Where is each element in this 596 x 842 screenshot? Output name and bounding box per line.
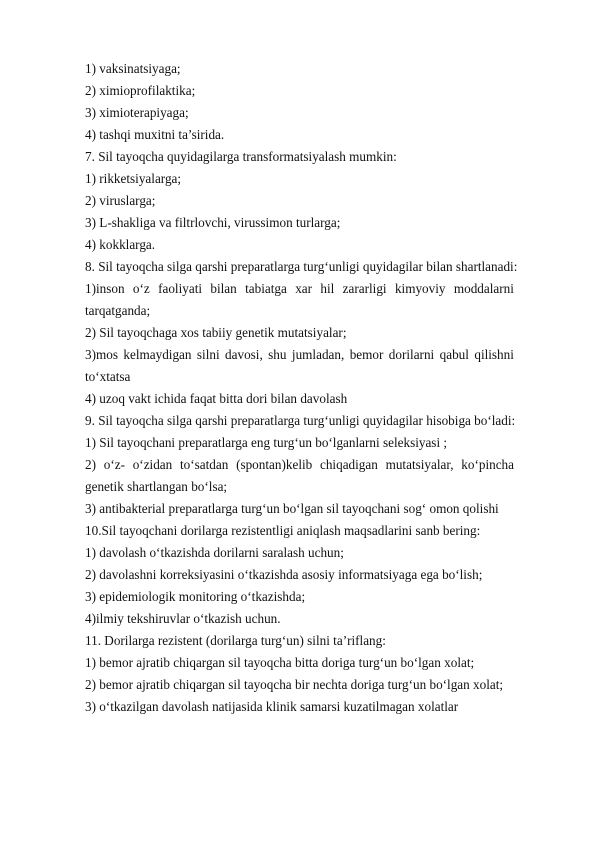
word: 3)mos <box>85 347 118 362</box>
text-line: 1) bemor ajratib chiqargan sil tayoqcha bitta doriga turg‘un bo‘lgan xolat; <box>85 655 475 670</box>
text-line: 3) epidemiologik monitoring o‘tkazishda; <box>85 589 306 604</box>
word: bemor <box>349 347 384 362</box>
word: shu <box>268 347 287 362</box>
text-line: to‘xtatsa <box>85 369 131 384</box>
word: dorilarni <box>388 347 435 362</box>
text-line: 3) ximioterapiyaga; <box>85 105 189 120</box>
text-line: 1) Sil tayoqchani preparatlarga eng turg‘un bo‘lganlarni seleksiyasi ; <box>85 435 448 450</box>
word: qilishni <box>474 347 514 362</box>
text-line: 2) bemor ajratib chiqargan sil tayoqcha bir nechta doriga turg‘un bo‘lgan xolat; <box>85 677 504 692</box>
word: kimyoviy <box>394 281 446 296</box>
document-body <box>85 58 518 718</box>
text-line: 4) kokklarga. <box>85 237 156 252</box>
text-line: 4)ilmiy tekshiruvlar o‘tkazish uchun. <box>85 611 281 626</box>
word: tabiatga <box>245 281 287 296</box>
word: hil <box>320 281 335 296</box>
text-line: 2) davolashni korreksiyasini o‘tkazishda asosiy informatsiyaga ega bo‘lish; <box>85 567 483 582</box>
question-9-heading: 9. Sil tayoqcha silga qarshi preparatlarga turg‘unligi quyidagilar hisobiga bo‘ladi: <box>85 413 516 428</box>
justified-line <box>85 454 514 476</box>
word: o‘zidan <box>132 457 173 472</box>
word: davosi, <box>225 347 263 362</box>
word: mutatsiyalar, <box>385 457 454 472</box>
word: bilan <box>210 281 237 296</box>
text-line: 3) L-shakliga va filtrlovchi, virussimon turlarga; <box>85 215 341 230</box>
text-line: 2) ximioprofilaktika; <box>85 83 196 98</box>
word: ko‘pincha <box>461 457 514 472</box>
text-line: 4) uzoq vakt ichida faqat bitta dori bilan davolash <box>85 391 348 406</box>
word: o‘z- <box>103 457 125 472</box>
word: (spontan)kelib <box>236 457 313 472</box>
word: zararligi <box>342 281 387 296</box>
text-line: 1) davolash o‘tkazishda dorilarni saralash uchun; <box>85 545 344 560</box>
word: chiqadigan <box>319 457 378 472</box>
word: jumladan, <box>291 347 345 362</box>
word: 1)inson <box>85 281 125 296</box>
text-line: tarqatganda; <box>85 303 151 318</box>
word: 2) <box>85 457 96 472</box>
text-line: 1) vaksinatsiyaga; <box>85 61 181 76</box>
text-line: 1) rikketsiyalarga; <box>85 171 182 186</box>
word: moddalarni <box>453 281 514 296</box>
word: o‘z <box>132 281 150 296</box>
text-line: 3) o‘tkazilgan davolash natijasida klinik samarsi kuzatilmagan xolatlar <box>85 699 459 714</box>
text-line: 3) antibakterial preparatlarga turg‘un bo‘lgan sil tayoqchani sog‘ omon qolishi <box>85 501 499 516</box>
word: silni <box>196 347 220 362</box>
word: kelmaydigan <box>123 347 192 362</box>
word: qabul <box>439 347 469 362</box>
word: faoliyati <box>158 281 203 296</box>
text-line: 4) tashqi muxitni ta’sirida. <box>85 127 225 142</box>
question-7-heading: 7. Sil tayoqcha quyidagilarga transformatsiyalash mumkin: <box>85 149 397 164</box>
question-11-heading: 11. Dorilarga rezistent (dorilarga turg‘un) silni ta’riflang: <box>85 633 386 648</box>
justified-line <box>85 278 514 300</box>
justified-line <box>85 344 514 366</box>
text-line: 2) viruslarga; <box>85 193 156 208</box>
question-10-heading: 10.Sil tayoqchani dorilarga rezistentligi aniqlash maqsadlarini sanb bering: <box>85 523 481 538</box>
text-line: 2) Sil tayoqchaga xos tabiiy genetik mutatsiyalar; <box>85 325 347 340</box>
text-line: genetik shartlangan bo‘lsa; <box>85 479 228 494</box>
question-8-heading: 8. Sil tayoqcha silga qarshi preparatlarga turg‘unligi quyidagilar bilan shartlanadi: <box>85 259 518 274</box>
word: xar <box>295 281 313 296</box>
word: to‘satdan <box>179 457 229 472</box>
